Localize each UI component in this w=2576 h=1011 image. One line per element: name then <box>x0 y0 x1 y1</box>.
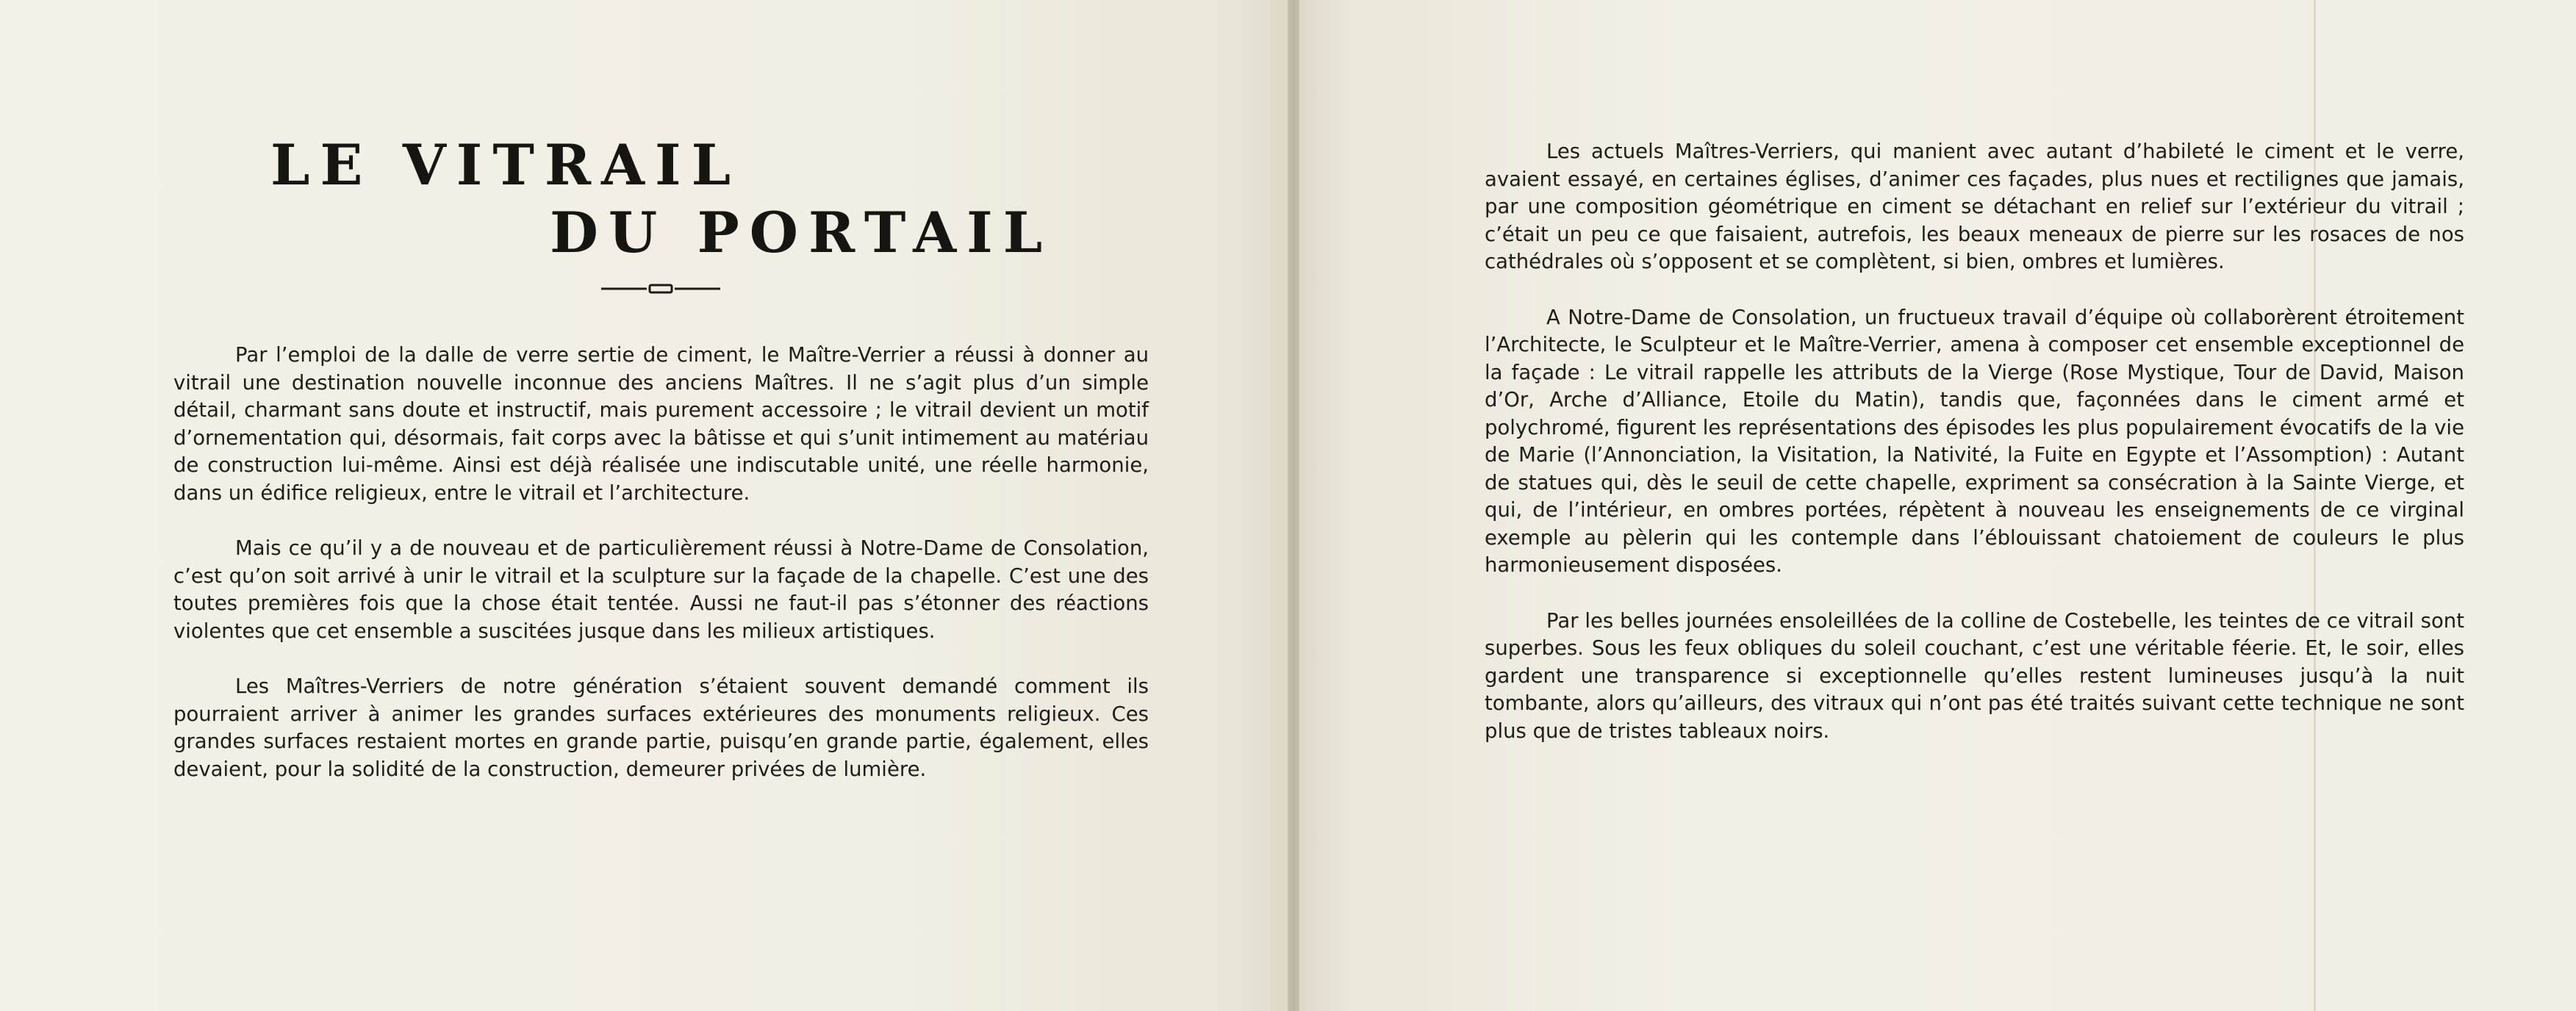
left-paragraph-2: Mais ce qu’il y a de nouveau et de particulièrement réussi à Notre-Dame de Consolation, c’est qu’on soit arrivé à unir le vitrail et la sculpture sur la façade de la chapelle. C’est une des toutes premières fois que la chose était tentée. Aussi ne faut-il pas s’étonner des réactions violentes que cet ensemble a suscitées jusque dans les milieux artistiques. <box>173 536 1149 643</box>
right-paragraph-2: A Notre-Dame de Consolation, un fructueux travail d’équipe où collaborèrent étroitement l’Architecte, le Sculpteur et le Maître-Verrier, amena à composer cet ensemble exceptionnel de la façade : Le vitrail rappelle les attributs de la Vierge (Rose Mystique, Tour de David, Maison d’Or, Arche d’Alliance, Etoile du Matin), tandis que, façonnées dans le ciment armé et polychromé, figurent les représentations des épisodes les plus populairement évocatifs de la vie de Marie (l’Annonciation, la Visitation, la Nativité, la Fuite en Egypte et l’Assomption) : Autant de statues qui, dès le seuil de cette chapelle, expriment sa consécration à la Sainte Vierge, et qui, de l’intérieur, en ombres portées, répètent à nouveau les enseignements de ce virginal exemple au pèlerin qui les contemple dans l’éblouissant chatoiement de couleurs le plus harmonieusement disposées. <box>1485 305 2464 577</box>
left-paragraph-1: Par l’emploi de la dalle de verre sertie de ciment, le Maître-Verrier a réussi à donner au vitrail une destination nouvelle inconnue des anciens Maîtres. Il ne s’agit plus d’un simple détail, charmant sans doute et instructif, mais purement accessoire ; le vitrail devient un motif d’ornementation qui, désormais, fait corps avec la bâtisse et qui s’unit intimement au matériau de construction lui-même. Ainsi est déjà réalisée une indiscutable unité, une réelle harmonie, dans un édifice religieux, entre le vitrail et l’architecture. <box>173 343 1149 505</box>
title-ornament-divider <box>601 283 720 295</box>
right-page-body <box>1485 138 2464 773</box>
right-paragraph-3: Par les belles journées ensoleillées de la colline de Costebelle, les teintes de ce vitrail sont superbes. Sous les feux obliques du soleil couchant, c’est une véritable féerie. Et, le soir, elles gardent une transparence si exceptionnelle qu’elles restent lumineuses jusqu’à la nuit tombante, alors qu’ailleurs, des vitraux qui n’ont pas été traités suivant cette technique ne sont plus que de tristes tableaux noirs. <box>1485 608 2464 743</box>
left-page-body <box>173 342 1149 811</box>
title-line-2: DU PORTAIL <box>550 200 1053 265</box>
right-paragraph-1: Les actuels Maîtres-Verriers, qui manient avec autant d’habileté le ciment et le verre, avaient essayé, en certaines églises, d’animer ces façades, plus nues et rectilignes que jamais, par une composition géométrique en ciment se détachant en relief sur l’extérieur du vitrail ; c’était un peu ce que faisaient, autrefois, les beaux meneaux de pierre sur les rosaces de nos cathédrales où s’opposent et se complètent, si bien, ombres et lumières. <box>1485 140 2464 273</box>
left-paragraph-3: Les Maîtres-Verriers de notre génération s’étaient souvent demandé comment ils pourraient arriver à animer les grandes surfaces extérieures des monuments religieux. Ces grandes surfaces restaient mortes en grande partie, puisqu’en grande partie, également, elles devaient, pour la solidité de la construction, demeurer privées de lumière. <box>173 674 1149 781</box>
right-page <box>1299 0 2576 1011</box>
booklet-gutter <box>1288 0 1299 1011</box>
title-line-1: LE VITRAIL <box>270 132 742 198</box>
